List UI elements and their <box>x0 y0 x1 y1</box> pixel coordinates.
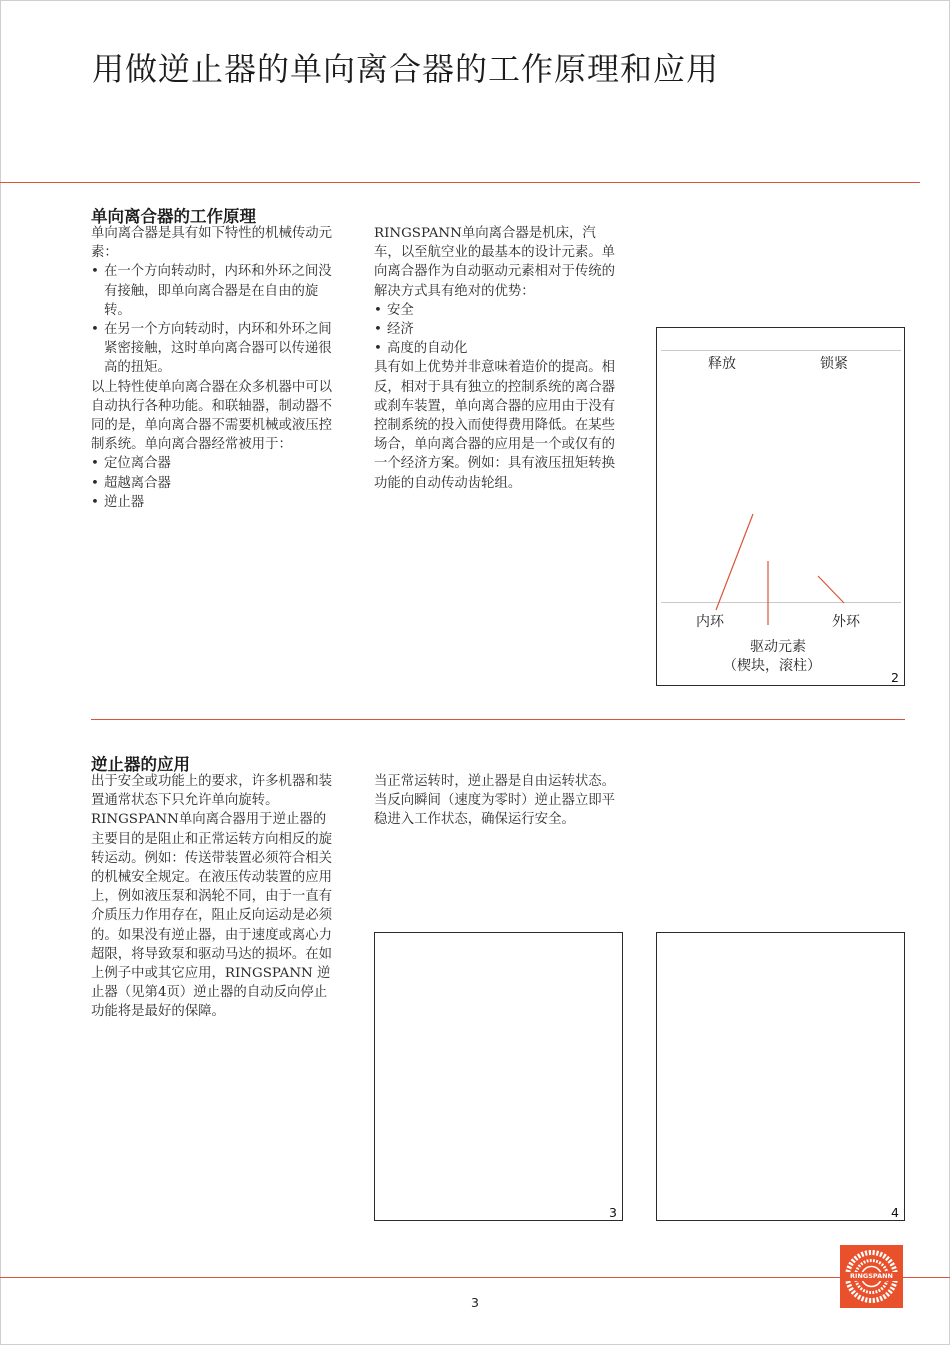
logo-text: RINGSPANN <box>840 1272 903 1281</box>
figure-2-box <box>656 327 905 686</box>
drive-element-label: 驱动元素 <box>750 639 806 655</box>
list-item: • 安全 <box>374 301 618 320</box>
principle-bullet-list <box>91 262 341 377</box>
figure-4-number: 4 <box>891 1205 899 1220</box>
principle-left-column <box>91 224 341 512</box>
figure-2-number: 2 <box>891 670 899 685</box>
list-item: • 逆止器 <box>91 493 341 512</box>
figure-2-leader-lines <box>657 328 906 687</box>
uses-bullet-list <box>91 454 341 512</box>
inner-ring-label: 内环 <box>696 614 724 630</box>
footer-divider <box>0 1277 840 1278</box>
list-item: • 定位离合器 <box>91 454 341 473</box>
principle-right-column <box>374 224 618 493</box>
application-left-column: 出于安全或功能上的要求，许多机器和装置通常状态下只允许单向旋转。RINGSPANN单向离合器用于逆止器的主要目的是阻止和正常运转方向相反的旋转运动。例如：传送带装置必须符合相关的机械安全规定。在液压传动装置的应用上，例如液压泵和涡轮不同，由于一直有介质压力作用存在，阻止反向运动是必须的。如果没有逆止器，由于速度或离心力超限，将导致泵和驱动马达的损坏。在如上例子中或其它应用，RINGSPANN 逆止器（见第4页）逆止器的自动反向停止功能将是最好的保障。 <box>91 774 333 1020</box>
application-right-column: 当正常运转时，逆止器是自由运转状态。当反向瞬间（速度为零时）逆止器立即平稳进入工作状态，确保运行安全。 <box>374 774 616 828</box>
outer-ring-label: 外环 <box>832 614 860 630</box>
drive-element-sublabel: （楔块，滚柱） <box>723 658 821 674</box>
list-item: • 高度的自动化 <box>374 339 618 358</box>
inner-ring-leader-line <box>716 514 753 610</box>
advantages-intro: RINGSPANN单向离合器是机床，汽车，以至航空业的最基本的设计元素。单向离合器作为自动驱动元素相对于传统的解决方式具有绝对的优势： <box>374 226 616 299</box>
list-item: • 在一个方向转动时，内环和外环之间没有接触，即单向离合器是在自由的旋转。 <box>91 262 341 320</box>
lock-label: 锁紧 <box>820 356 848 372</box>
list-item: • 超越离合器 <box>91 474 341 493</box>
cost-paragraph: 具有如上优势并非意味着造价的提高。相反，相对于具有独立的控制系统的离合器或刹车装置，单向离合器的应用由于没有控制系统的投入而使得费用降低。在某些场合，单向离合器的应用是一个或仅有的一个经济方案。例如：具有液压扭矩转换功能的自动传动齿轮组。 <box>374 360 616 491</box>
page-title: 用做逆止器的单向离合器的工作原理和应用 <box>92 50 720 88</box>
list-item: • 在另一个方向转动时，内环和外环之间紧密接触，这时单向离合器可以传递很高的扭矩。 <box>91 320 341 378</box>
list-item: • 经济 <box>374 320 618 339</box>
section-heading-backstop-application: 逆止器的应用 <box>91 755 190 774</box>
advantages-bullet-list <box>374 301 618 359</box>
principle-intro: 单向离合器是具有如下特性的机械传动元素： <box>91 226 333 261</box>
footer-divider-right <box>903 1277 950 1278</box>
release-label: 释放 <box>708 356 736 372</box>
section-divider <box>91 719 905 720</box>
figure-3-box <box>374 932 623 1221</box>
title-divider <box>0 182 920 183</box>
figure-4-box <box>656 932 905 1221</box>
section-heading-working-principle: 单向离合器的工作原理 <box>91 207 256 226</box>
figure-3-number: 3 <box>609 1205 617 1220</box>
principle-uses-paragraph: 以上特性使单向离合器在众多机器中可以自动执行各种功能。和联轴器，制动器不同的是，单向离合器不需要机械或液压控制系统。单向离合器经常被用于： <box>91 379 333 453</box>
page-number: 3 <box>471 1295 479 1310</box>
outer-ring-leader-line <box>818 576 844 603</box>
